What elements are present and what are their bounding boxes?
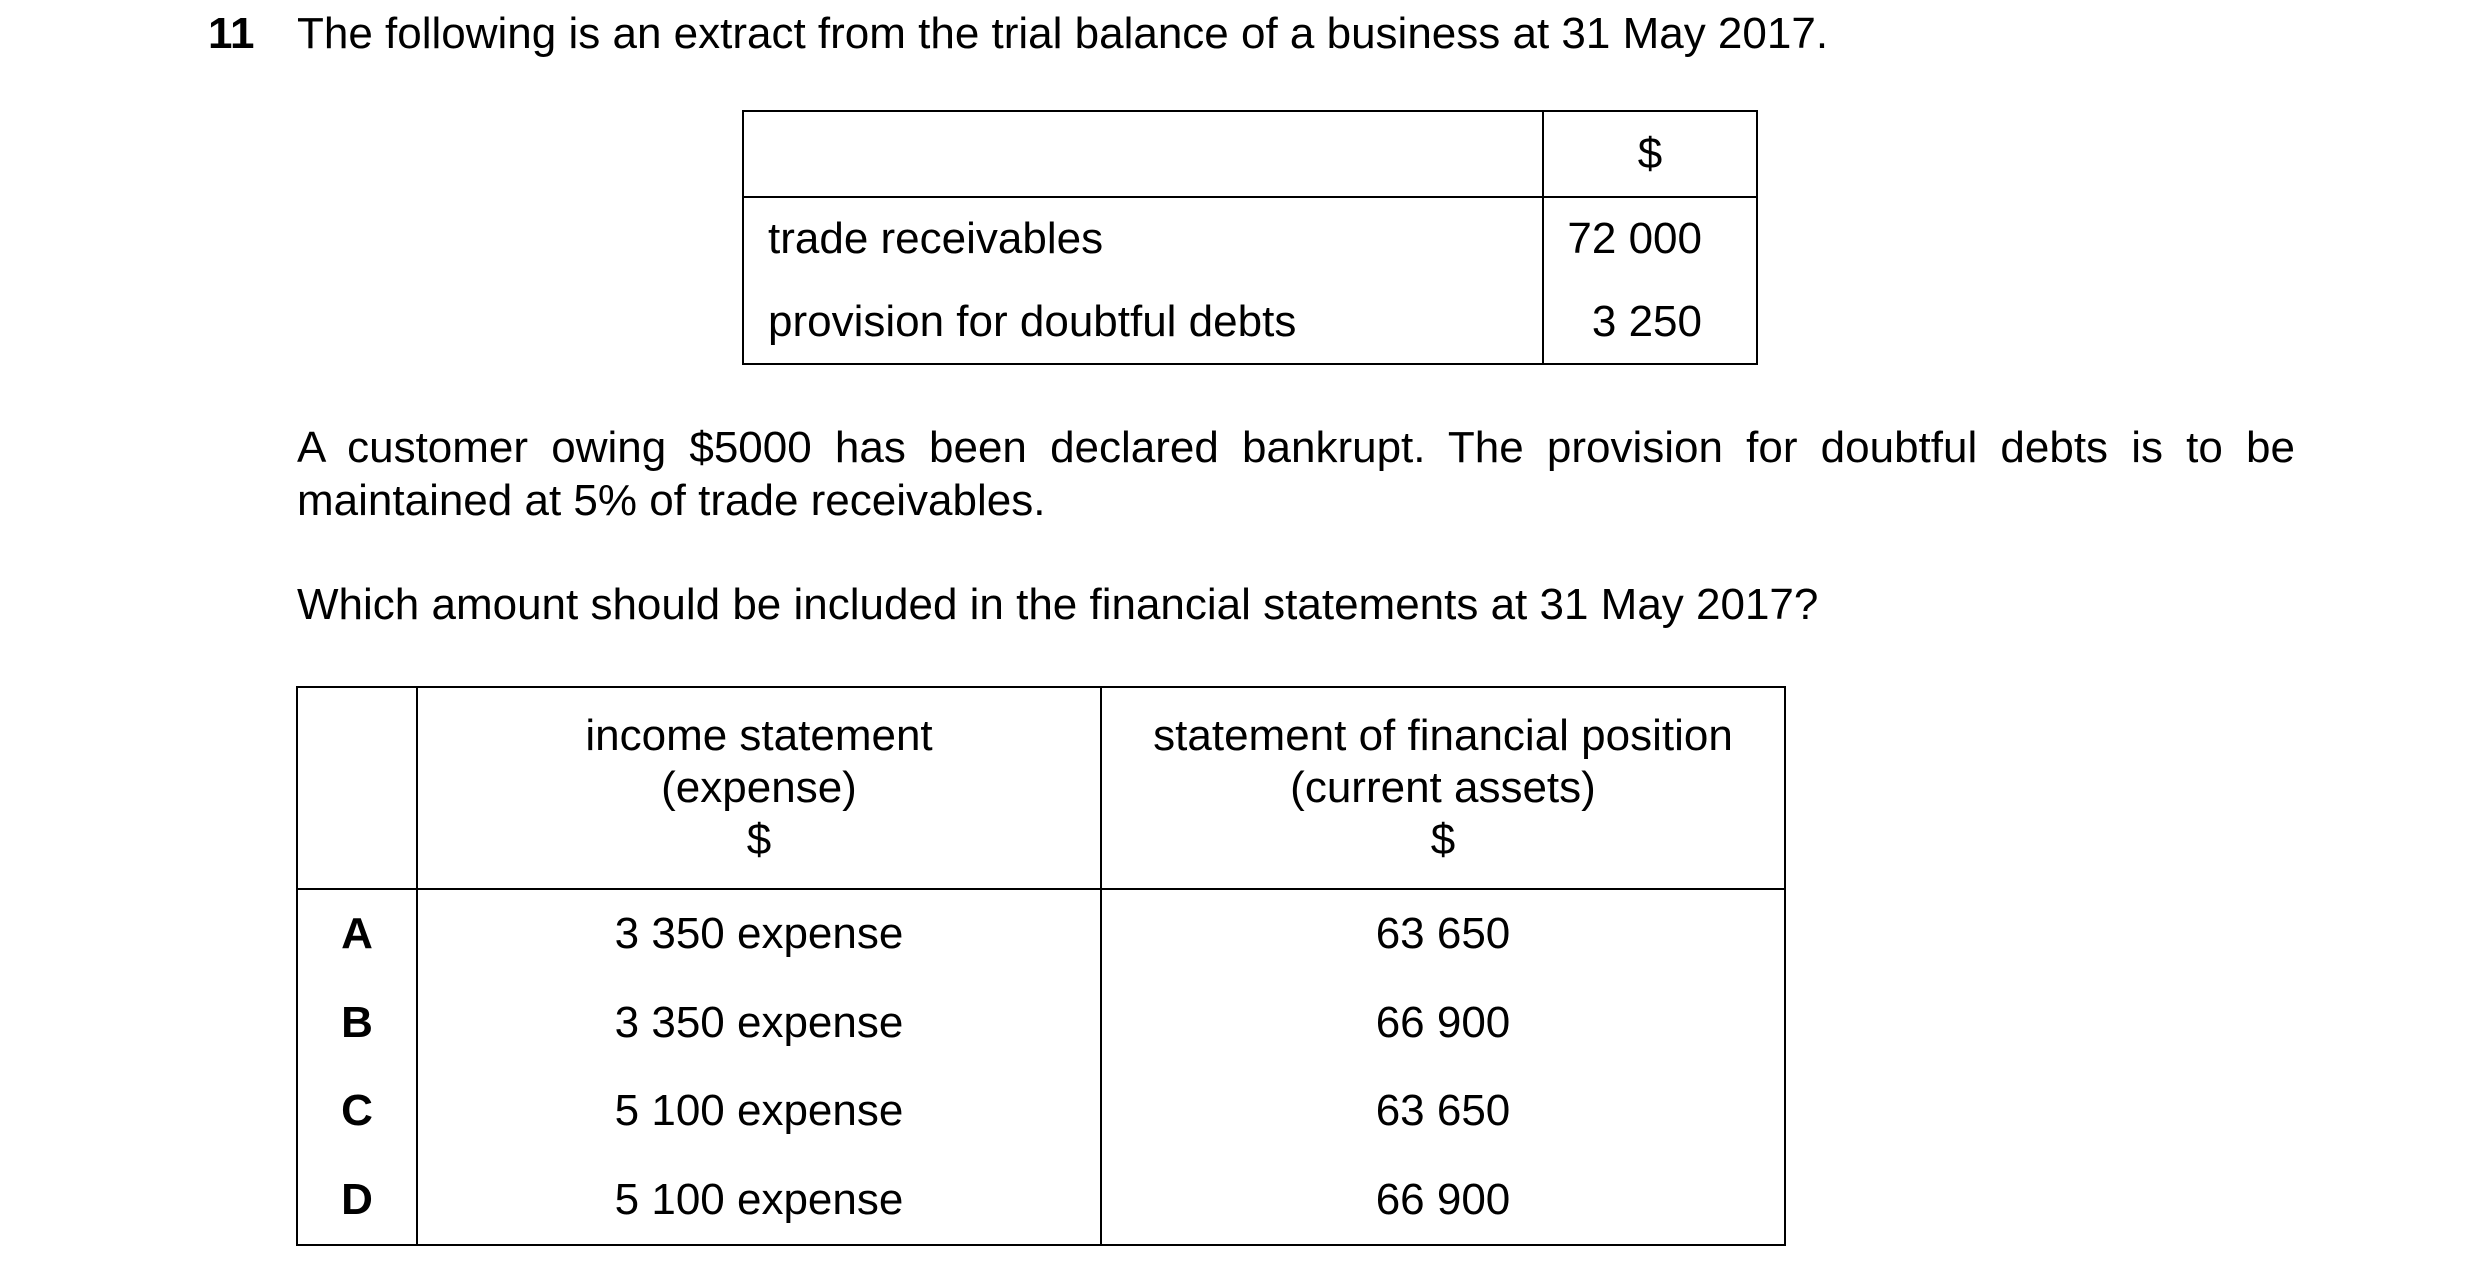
option-position-value: 63 650 [1101, 1067, 1785, 1155]
option-letter: B [297, 979, 417, 1067]
options-header-row [297, 687, 1785, 889]
trial-balance-item: provision for doubtful debts [743, 281, 1543, 365]
income-statement-header [417, 687, 1101, 889]
option-row-d[interactable] [297, 1155, 1785, 1245]
question-intro: The following is an extract from the trial balance of a business at 31 May 2017. [297, 9, 1829, 58]
question-number: 11 [208, 9, 255, 58]
trial-balance-row [743, 197, 1757, 281]
trial-balance-row [743, 281, 1757, 365]
scenario-paragraph: A customer owing $5000 has been declared bankrupt. The provision for doubtful debts is to be maintained at 5% of trade receivables. [297, 423, 2295, 525]
options-letter-header [297, 687, 417, 889]
income-header-line: income statement [585, 711, 933, 760]
option-row-c[interactable] [297, 1067, 1785, 1155]
trial-balance-value: 3 250 [1543, 281, 1757, 365]
position-header-line: $ [1430, 815, 1456, 864]
option-letter: A [297, 889, 417, 979]
position-header-line: (current assets) [1290, 763, 1596, 812]
option-income-value: 5 100 expense [417, 1067, 1101, 1155]
answer-options-table [296, 686, 1786, 1246]
option-letter: C [297, 1067, 417, 1155]
option-row-b[interactable] [297, 979, 1785, 1067]
trial-balance-value: 72 000 [1543, 197, 1757, 281]
trial-balance-table [742, 110, 1758, 365]
option-position-value: 66 900 [1101, 1155, 1785, 1245]
option-income-value: 3 350 expense [417, 979, 1101, 1067]
income-header-line: (expense) [661, 763, 857, 812]
option-row-a[interactable] [297, 889, 1785, 979]
option-income-value: 5 100 expense [417, 1155, 1101, 1245]
option-position-value: 66 900 [1101, 979, 1785, 1067]
trial-balance-item: trade receivables [743, 197, 1543, 281]
option-letter: D [297, 1155, 417, 1245]
trial-balance-item-header [743, 111, 1543, 197]
option-income-value: 3 350 expense [417, 889, 1101, 979]
financial-position-header [1101, 687, 1785, 889]
question-prompt: Which amount should be included in the financial statements at 31 May 2017? [297, 580, 1819, 629]
income-header-line: $ [746, 815, 772, 864]
trial-balance-currency-header: $ [1543, 111, 1757, 197]
trial-balance-header-row [743, 111, 1757, 197]
option-position-value: 63 650 [1101, 889, 1785, 979]
position-header-line: statement of financial position [1153, 711, 1733, 760]
